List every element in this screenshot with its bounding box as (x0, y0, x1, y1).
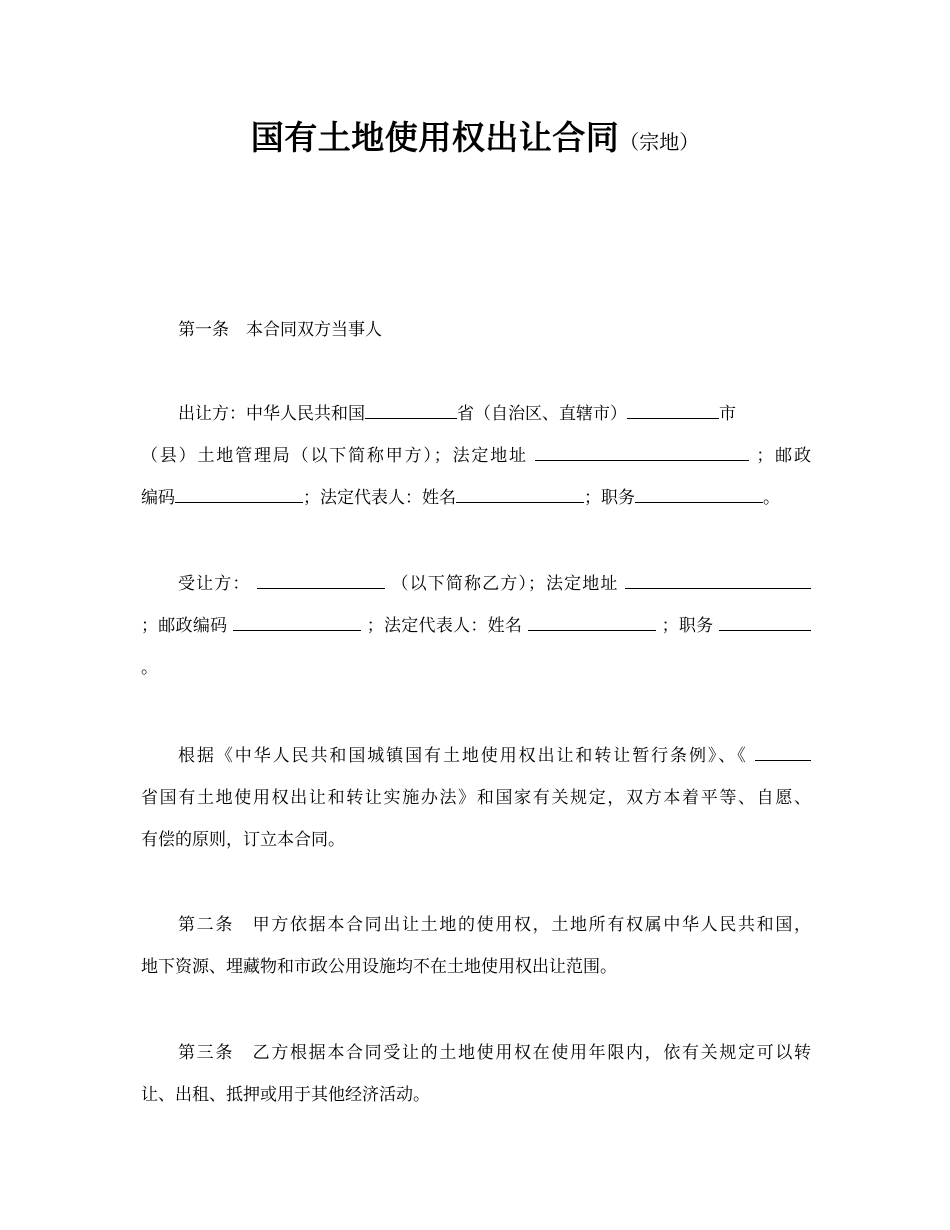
party-b-paragraph (141, 563, 811, 689)
article-2-line-2: 地下资源、埋藏物和市政公用设施均不在土地使用权出让范围。 (141, 957, 617, 977)
article-1 (141, 309, 811, 351)
party-b-line-2 (141, 605, 811, 647)
party-a-text: 中华人民共和国 (246, 404, 365, 424)
document-title (0, 112, 950, 159)
article-1-heading: 第一条 本合同双方当事人 (178, 320, 382, 340)
party-a-text: 省（自治区、直辖市） (457, 404, 627, 424)
party-a-line-3 (141, 477, 811, 519)
party-a-text: ；法定代表人：姓名 (303, 488, 456, 508)
article-2-line-1: 第二条 甲方依据本合同出让土地的使用权，土地所有权属中华人民共和国， (178, 915, 811, 935)
party-a-line-2 (141, 435, 811, 477)
party-a-text: 编码 (141, 488, 175, 508)
party-a-text: 市 (719, 404, 736, 424)
party-b-postcode-blank[interactable] (233, 615, 361, 631)
party-b-label: 受让方： (178, 574, 251, 594)
party-a-postcode-blank[interactable] (175, 487, 303, 503)
city-blank[interactable] (627, 403, 719, 419)
party-a-text: ；职务 (584, 488, 635, 508)
article-2 (141, 904, 811, 988)
basis-line-3: 有偿的原则，订立本合同。 (141, 830, 345, 850)
party-b-text: ；邮政编码 (141, 616, 228, 636)
party-b-representative-blank[interactable] (528, 615, 656, 631)
party-b-text: ；法定代表人：姓名 (366, 616, 523, 636)
party-a-line-1 (141, 393, 811, 435)
title-subtitle: （宗地） (619, 130, 700, 154)
province-blank[interactable] (365, 403, 457, 419)
party-b-line-1 (141, 563, 811, 605)
basis-line-1 (141, 735, 811, 777)
party-a-text: ；邮政 (756, 446, 811, 466)
party-a-label: 出让方： (178, 404, 246, 424)
party-a-text: 。 (763, 488, 780, 508)
party-a-address-blank[interactable] (535, 445, 749, 461)
title-main: 国有土地使用权出让合同 (250, 118, 620, 157)
basis-text: 根据《中华人民共和国城镇国有土地使用权出让和转让暂行条例》、《 (178, 746, 748, 766)
party-a-paragraph (141, 393, 811, 519)
party-b-position-blank[interactable] (719, 615, 811, 631)
party-b-name-blank[interactable] (257, 573, 385, 589)
party-b-text: ；职务 (661, 616, 714, 636)
basis-line-2: 省国有土地使用权出让和转让实施办法》和国家有关规定，双方本着平等、自愿、 (141, 788, 811, 808)
article-3 (141, 1032, 811, 1116)
basis-province-blank[interactable] (755, 745, 811, 761)
party-a-text: （县）土地管理局（以下简称甲方）；法定地址 (141, 446, 528, 466)
basis-paragraph (141, 735, 811, 861)
party-b-text: （以下简称乙方）；法定地址 (391, 574, 619, 594)
party-b-address-blank[interactable] (625, 573, 811, 589)
article-3-line-2: 让、出租、抵押或用于其他经济活动。 (141, 1085, 430, 1105)
party-a-representative-blank[interactable] (456, 487, 584, 503)
party-b-text: 。 (141, 658, 158, 678)
article-3-line-1: 第三条 乙方根据本合同受让的土地使用权在使用年限内，依有关规定可以转 (178, 1043, 811, 1063)
party-b-line-3 (141, 647, 811, 689)
party-a-position-blank[interactable] (635, 487, 763, 503)
